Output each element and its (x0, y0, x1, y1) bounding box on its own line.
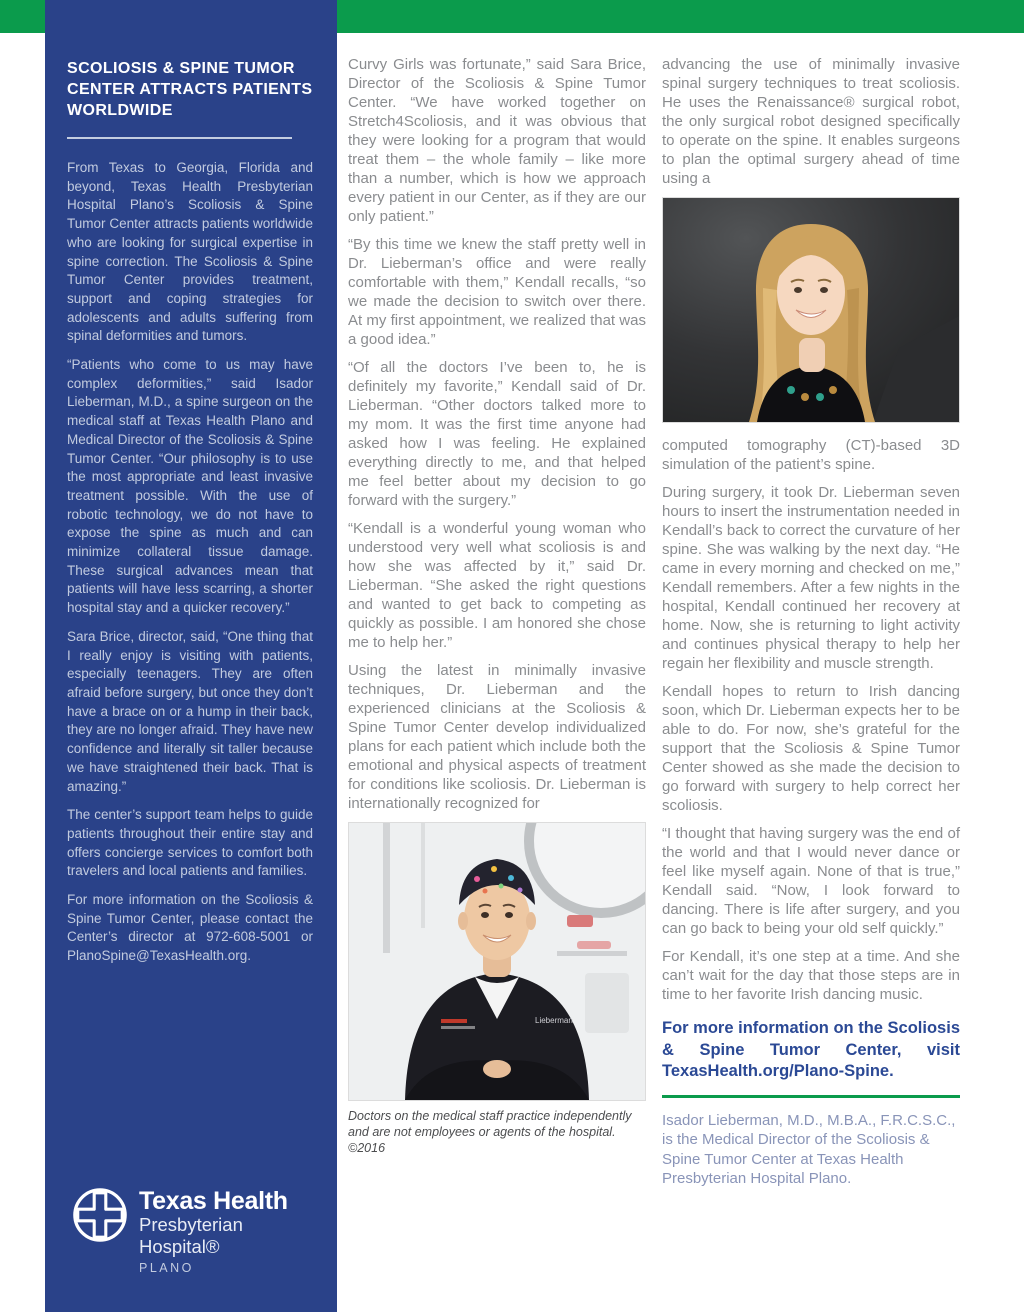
sidebar-paragraph: From Texas to Georgia, Florida and beyond, Texas Health Presbyterian Hospital Plano’s Scoliosis & Spine Tumor Center attracts patients worldwide who are looking for surgical expertise in spine correction. The Scoliosis & Spine Tumor Center provides treatment, support and coping strategies for adolescents and adults suffering from spinal deformities and tumors. (67, 160, 313, 344)
article-paragraph: Using the latest in minimally invasive techniques, Dr. Lieberman and the experienced clinicians at the Scoliosis & Spine Tumor Center develop individualized plans for each patient which include both the emotional and physical aspects of treatment for conditions like scoliosis. Dr. Lieberman is internationally recognized for (348, 662, 646, 812)
sidebar-panel (45, 0, 337, 1312)
photo-caption: Doctors on the medical staff practice independently and are not employees or agents of the hospital. ©2016 (348, 1109, 632, 1155)
article-paragraph: advancing the use of minimally invasive spinal surgery techniques to treat scoliosis. He uses the Renaissance® surgical robot, the only surgical robot designed specifically to operate on the spine. It enables surgeons to plan the optimal surgery ahead of time using a (662, 56, 960, 187)
article-paragraph: Curvy Girls was fortunate,” said Sara Brice, Director of the Scoliosis & Spine Tumor Center. “We have worked together on Stretch4Scoliosis, and it was obvious that they were looking for a program that would treat them – the whole family – like more than a number, which is how we approach every patient in our Center, as if they are our only patient.” (348, 56, 646, 225)
doctor-photo (348, 822, 646, 1101)
article-paragraph: “Kendall is a wonderful young woman who understood very well what scoliosis is and how she was affected by it,” said Dr. Lieberman. “She asked the right questions and wanted to get back to competing as quickly as possible. I am honored she chose me to help her.” (348, 520, 646, 651)
cta-text: For more information on the Scoliosis & Spine Tumor Center, visit TexasHealth.org/Plano-Spine. (662, 1019, 960, 1080)
logo-subtitle: Presbyterian Hospital® (139, 1214, 243, 1257)
sidebar-paragraph-contact: For more information on the Scoliosis & Spine Tumor Center, please contact the Center’s director at 972-608-5001 or PlanoSpine@TexasHealth.org. (67, 892, 313, 964)
texas-health-logo (71, 1186, 321, 1275)
texas-health-logo-icon (71, 1186, 129, 1244)
patient-photo (662, 197, 960, 423)
logo-name: Texas Health (139, 1187, 288, 1215)
svg-text:Lieberman: Lieberman (535, 1016, 573, 1025)
cta-divider (662, 1095, 960, 1098)
heading-divider (67, 137, 292, 139)
article-paragraph: computed tomography (CT)-based 3D simulation of the patient’s spine. (662, 437, 960, 473)
article-paragraph: “Of all the doctors I’ve been to, he is definitely my favorite,” Kendall said of Dr. Lieberman. “Other doctors talked more to my mom. It was the first time anyone had asked how I was feeling. He explained everything directly to me, and that helped me feel better about my decision to go forward with the surgery.” (348, 359, 646, 509)
article-paragraph: “I thought that having surgery was the end of the world and that I would never dance or feel like myself again. None of that is true,” Kendall said. “Now, I look forward to dancing. There is life after surgery, and you can go back to being your old self quickly.” (662, 825, 960, 937)
author-credit: Isador Lieberman, M.D., M.B.A., F.R.C.S.C., is the Medical Director of the Scoliosis & Spine Tumor Center at Texas Health Presbyterian Hospital Plano. (662, 1111, 956, 1187)
article-paragraph: For Kendall, it’s one step at a time. And she can’t wait for the day that those steps are in time to her favorite Irish dancing music. (662, 948, 960, 1003)
sidebar-heading: SCOLIOSIS & SPINE TUMOR CENTER ATTRACTS PATIENTS WORLDWIDE (67, 60, 313, 119)
article-paragraph: “By this time we knew the staff pretty well in Dr. Lieberman’s office and were really comfortable with them,” Kendall recalls, “so we made the decision to switch over there. At my first appointment, we realized that was a good idea.” (348, 236, 646, 348)
sidebar-paragraph: The center’s support team helps to guide patients throughout their entire stay and offers concierge services to comfort both travelers and local patients and families. (67, 807, 313, 879)
sidebar-paragraph: Sara Brice, director, said, “One thing that I really enjoy is visiting with patients, especially teenagers. They are often afraid before surgery, but once they don’t have a brace on or a hump in their back, they are no longer afraid. They have new confidence and literally sit taller because we have straightened their back. That is amazing.” (67, 628, 313, 794)
article-paragraph: During surgery, it took Dr. Lieberman seven hours to insert the instrumentation needed in Kendall’s back to correct the curvature of her spine. She was walking by the next day. “He came in every morning and checked on me,” Kendall remembers. After a few nights in the hospital, Kendall continued her recovery at home. Now, she is returning to light activity and continues physical therapy to help her regain her flexibility and muscle strength. (662, 484, 960, 672)
sidebar-paragraph: “Patients who come to us may have complex deformities,” said Isador Lieberman, M.D., a spine surgeon on the medical staff at Texas Health Plano and Medical Director of the Scoliosis & Spine Tumor Center. “Our philosophy is to use the most appropriate and least invasive treatment possible. With the use of robotic technology, we do not have to expose the spine as much and can minimize collateral tissue damage. These surgical advances mean that patients will have less scarring, a shorter hospital stay and a quicker recovery.” (67, 357, 313, 616)
middle-column (348, 55, 646, 1156)
logo-location: PLANO (139, 1261, 194, 1275)
article-paragraph: Kendall hopes to return to Irish dancing soon, which Dr. Lieberman expects her to be able to do. For now, she’s grateful for the support that the Scoliosis & Spine Tumor Center showed as she made the decision to go forward with surgery to help correct her scoliosis. (662, 683, 960, 814)
right-column (662, 55, 960, 1189)
